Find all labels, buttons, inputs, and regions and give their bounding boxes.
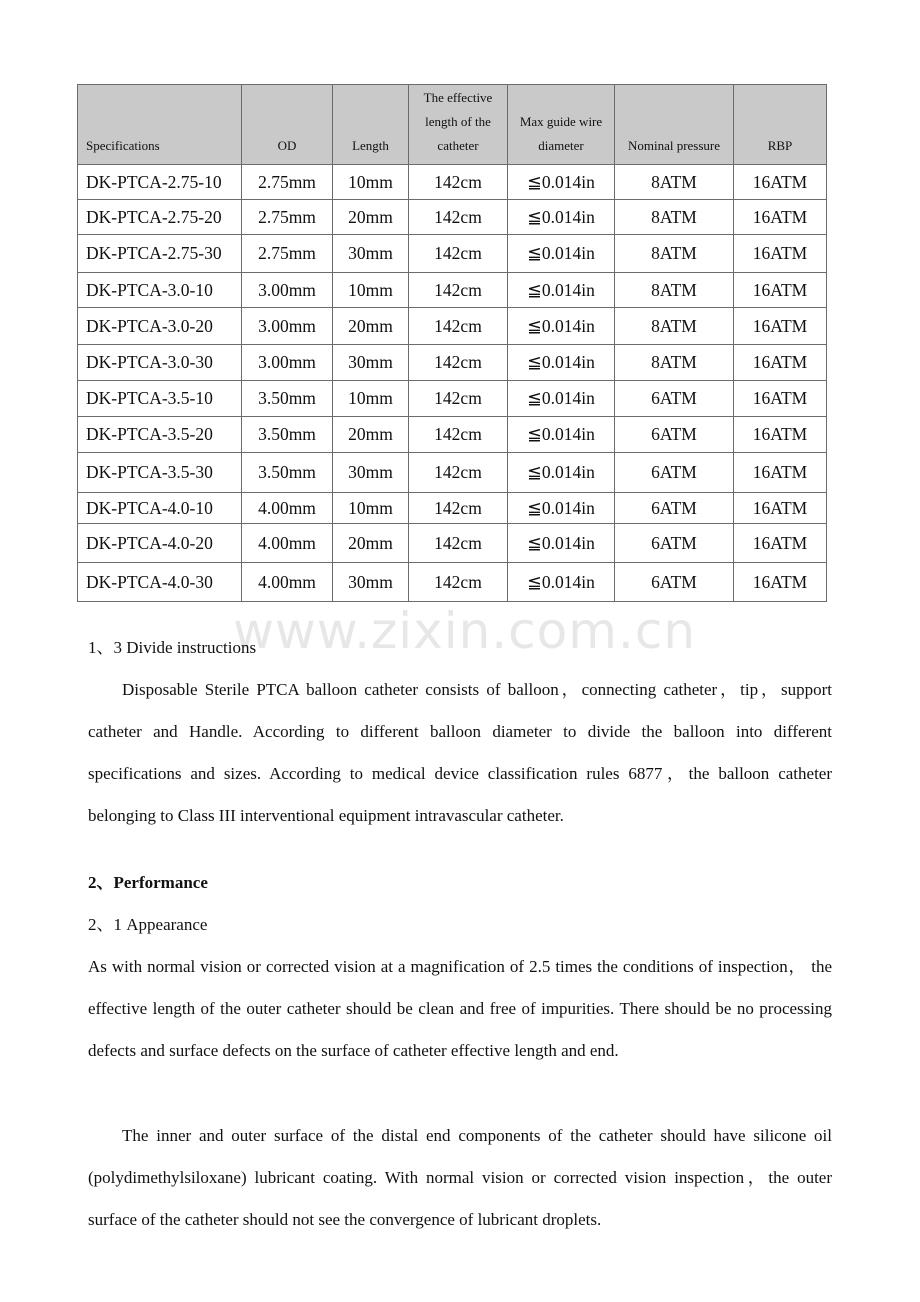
table-cell: ≦0.014in <box>508 200 615 235</box>
table-cell: 8ATM <box>615 200 734 235</box>
header-max-guide-wire: Max guide wire diameter <box>508 85 615 165</box>
header-rbp: RBP <box>734 85 827 165</box>
table-cell: 3.50mm <box>242 381 333 417</box>
table-cell: 30mm <box>333 453 409 493</box>
table-cell: 6ATM <box>615 381 734 417</box>
table-cell: ≦0.014in <box>508 381 615 417</box>
table-cell: DK-PTCA-4.0-30 <box>78 563 242 602</box>
table-row <box>78 563 827 602</box>
table-cell: 30mm <box>333 563 409 602</box>
header-nominal-pressure: Nominal pressure <box>615 85 734 165</box>
table-cell: 8ATM <box>615 273 734 308</box>
table-cell: 142cm <box>409 235 508 273</box>
table-cell: 6ATM <box>615 453 734 493</box>
table-body <box>78 165 827 602</box>
table-cell: 30mm <box>333 235 409 273</box>
table-cell: 3.00mm <box>242 273 333 308</box>
table-cell: 142cm <box>409 563 508 602</box>
table-cell: 142cm <box>409 453 508 493</box>
table-cell: 142cm <box>409 524 508 563</box>
table-cell: 4.00mm <box>242 493 333 524</box>
section-2-1-heading: 2、1 Appearance <box>88 915 208 934</box>
table-cell: 16ATM <box>734 235 827 273</box>
table-cell: 8ATM <box>615 165 734 200</box>
table-cell: 16ATM <box>734 563 827 602</box>
table-cell: 142cm <box>409 493 508 524</box>
section-1-3-heading: 1、3 Divide instructions <box>88 638 257 657</box>
table-cell: ≦0.014in <box>508 273 615 308</box>
table-cell: DK-PTCA-2.75-30 <box>78 235 242 273</box>
table-cell: DK-PTCA-2.75-20 <box>78 200 242 235</box>
table-row <box>78 165 827 200</box>
table-cell: ≦0.014in <box>508 524 615 563</box>
table-cell: 4.00mm <box>242 563 333 602</box>
header-od: OD <box>242 85 333 165</box>
table-row <box>78 273 827 308</box>
table-cell: 16ATM <box>734 273 827 308</box>
table-row <box>78 200 827 235</box>
table-cell: 16ATM <box>734 345 827 381</box>
table-row <box>78 453 827 493</box>
table-row <box>78 345 827 381</box>
table-cell: 10mm <box>333 165 409 200</box>
specification-table <box>77 84 827 602</box>
table-cell: 20mm <box>333 524 409 563</box>
table-cell: ≦0.014in <box>508 345 615 381</box>
table-cell: ≦0.014in <box>508 235 615 273</box>
appearance-paragraph-1: As with normal vision or corrected vision at a magnification of 2.5 times the conditions of inspection， the effective length of the outer catheter should be clean and free of impurities. There should be no processing defects and surface defects on the surface of catheter effective length and end. <box>88 957 832 1060</box>
table-cell: 6ATM <box>615 524 734 563</box>
table-cell: DK-PTCA-3.5-10 <box>78 381 242 417</box>
table-cell: 16ATM <box>734 453 827 493</box>
table-cell: 2.75mm <box>242 165 333 200</box>
table-cell: DK-PTCA-3.0-20 <box>78 308 242 345</box>
table-header-row <box>78 85 827 165</box>
table-cell: 8ATM <box>615 235 734 273</box>
table-cell: ≦0.014in <box>508 165 615 200</box>
header-specifications: Specifications <box>78 85 242 165</box>
table-cell: ≦0.014in <box>508 563 615 602</box>
table-cell: 16ATM <box>734 524 827 563</box>
table-cell: 16ATM <box>734 381 827 417</box>
table-cell: 142cm <box>409 417 508 453</box>
table-row <box>78 524 827 563</box>
table-cell: 16ATM <box>734 308 827 345</box>
watermark: www.zixin.com.cn <box>233 602 697 660</box>
table-cell: 142cm <box>409 273 508 308</box>
table-row <box>78 417 827 453</box>
table-row <box>78 381 827 417</box>
table-cell: 10mm <box>333 273 409 308</box>
table-row <box>78 308 827 345</box>
table-cell: 142cm <box>409 200 508 235</box>
table-cell: 142cm <box>409 165 508 200</box>
table-cell: 16ATM <box>734 417 827 453</box>
table-cell: DK-PTCA-2.75-10 <box>78 165 242 200</box>
table-cell: 20mm <box>333 308 409 345</box>
table-cell: 4.00mm <box>242 524 333 563</box>
table-cell: 16ATM <box>734 493 827 524</box>
table-cell: 20mm <box>333 417 409 453</box>
table-cell: 6ATM <box>615 493 734 524</box>
table-cell: ≦0.014in <box>508 453 615 493</box>
appearance-paragraph-2: The inner and outer surface of the distal end components of the catheter should have silicone oil (polydimethylsiloxane) lubricant coating. With normal vision or corrected vision inspection，the outer surface of the catheter should not see the convergence of lubricant droplets. <box>88 1126 832 1229</box>
section-2-heading: 2、Performance <box>88 873 208 892</box>
table-cell: 16ATM <box>734 165 827 200</box>
table-cell: 30mm <box>333 345 409 381</box>
table-cell: DK-PTCA-3.5-20 <box>78 417 242 453</box>
table-cell: ≦0.014in <box>508 417 615 453</box>
table-cell: 6ATM <box>615 563 734 602</box>
table-cell: DK-PTCA-4.0-10 <box>78 493 242 524</box>
header-effective-length: The effective length of the catheter <box>409 85 508 165</box>
table-cell: ≦0.014in <box>508 493 615 524</box>
table-cell: 3.50mm <box>242 417 333 453</box>
table-cell: 6ATM <box>615 417 734 453</box>
table-cell: DK-PTCA-4.0-20 <box>78 524 242 563</box>
header-length: Length <box>333 85 409 165</box>
table-cell: 142cm <box>409 381 508 417</box>
table-cell: 142cm <box>409 345 508 381</box>
section-1-3-paragraph: Disposable Sterile PTCA balloon catheter consists of balloon，connecting catheter，tip，support catheter and Handle. According to different balloon diameter to divide the balloon into different specifications and sizes. According to medical device classification rules 6877，the balloon catheter belonging to Class III interventional equipment intravascular catheter. <box>88 680 832 825</box>
table-cell: 3.00mm <box>242 345 333 381</box>
table-cell: 142cm <box>409 308 508 345</box>
table-cell: DK-PTCA-3.0-30 <box>78 345 242 381</box>
table-row <box>78 493 827 524</box>
table-cell: 20mm <box>333 200 409 235</box>
table-cell: 2.75mm <box>242 200 333 235</box>
table-cell: 8ATM <box>615 308 734 345</box>
table-cell: 3.50mm <box>242 453 333 493</box>
table-cell: 2.75mm <box>242 235 333 273</box>
table-cell: 8ATM <box>615 345 734 381</box>
table-cell: 10mm <box>333 381 409 417</box>
table-cell: ≦0.014in <box>508 308 615 345</box>
table-cell: DK-PTCA-3.5-30 <box>78 453 242 493</box>
table-cell: 10mm <box>333 493 409 524</box>
table-row <box>78 235 827 273</box>
table-cell: DK-PTCA-3.0-10 <box>78 273 242 308</box>
table-cell: 16ATM <box>734 200 827 235</box>
table-cell: 3.00mm <box>242 308 333 345</box>
